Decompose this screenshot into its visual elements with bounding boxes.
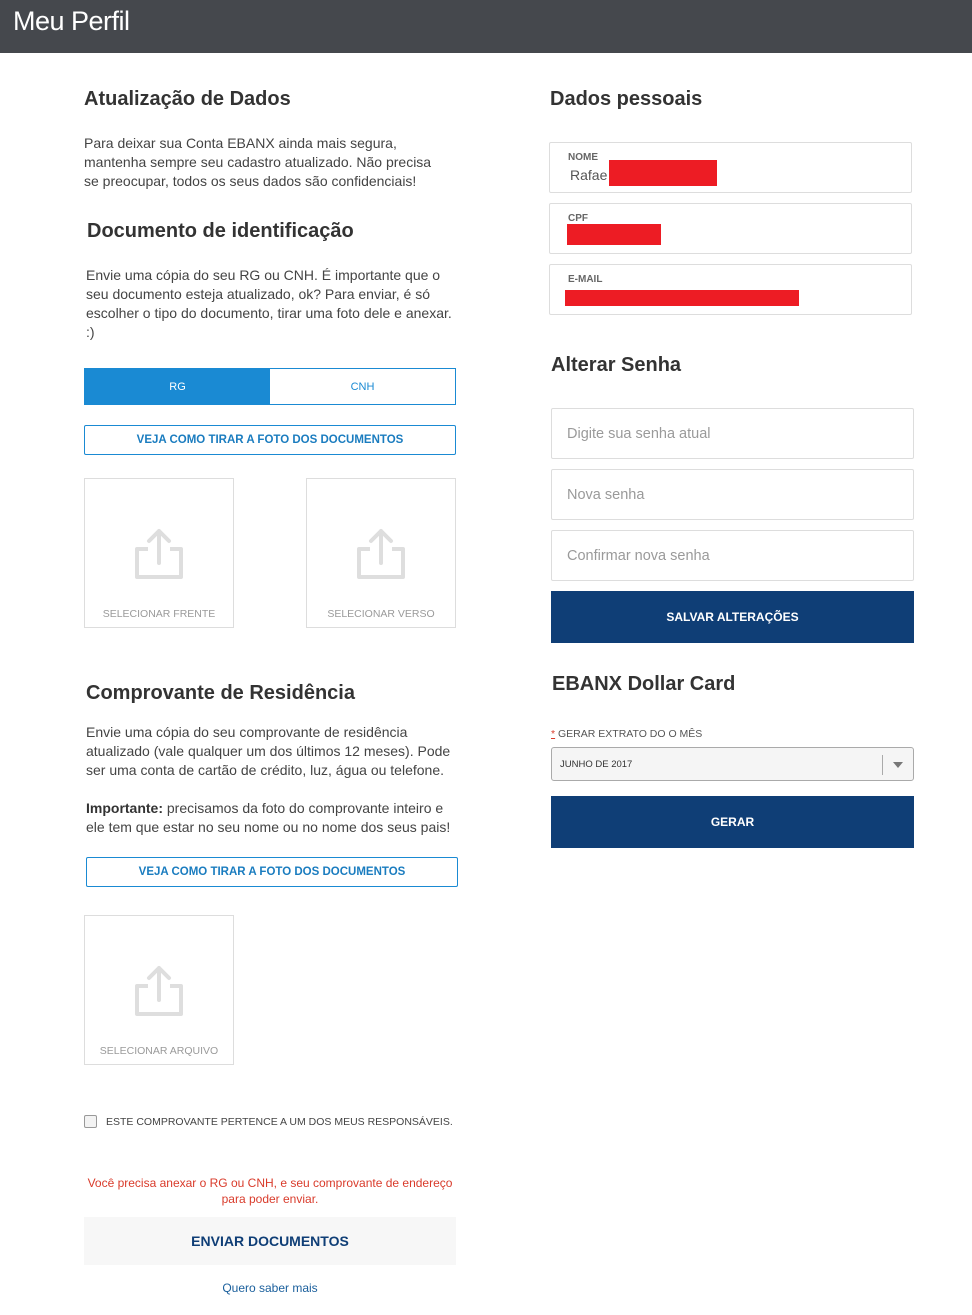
email-label: E-MAIL	[568, 274, 603, 285]
name-value: Rafae	[570, 167, 608, 183]
required-mark: *	[551, 728, 556, 740]
cpf-label: CPF	[568, 213, 588, 224]
guardian-checkbox[interactable]	[84, 1115, 97, 1128]
update-section-title: Atualização de Dados	[84, 88, 291, 110]
page-title: Meu Perfil	[13, 6, 130, 36]
id-document-title: Documento de identificação	[87, 220, 354, 242]
upload-residence-box[interactable]	[84, 915, 234, 1065]
redaction-box	[609, 160, 717, 186]
upload-back-label: SELECIONAR VERSO	[327, 608, 435, 620]
upload-front-label: SELECIONAR FRENTE	[102, 608, 216, 620]
redaction-box	[565, 290, 799, 306]
name-field	[549, 142, 912, 193]
confirm-password-input[interactable]	[551, 530, 914, 581]
generate-button[interactable]: GERAR	[551, 796, 914, 848]
upload-residence-label: SELECIONAR ARQUIVO	[99, 1045, 219, 1057]
email-field	[549, 264, 912, 315]
statement-month-label	[551, 728, 702, 740]
learn-more-link[interactable]: Quero saber mais	[222, 1281, 318, 1295]
important-label: Importante:	[86, 800, 163, 816]
change-password-title: Alterar Senha	[551, 354, 682, 376]
selected-month: JUNHO DE 2017	[560, 759, 633, 770]
residence-description: Envie uma cópia do seu comprovante de residência atualizado (vale qualquer um dos últimos 12 meses). Pode ser uma conta de cartão de crédito, luz, água ou telefone.	[86, 724, 451, 778]
how-to-photo-button[interactable]: VEJA COMO TIRAR A FOTO DOS DOCUMENTOS	[84, 425, 456, 455]
residence-title: Comprovante de Residência	[86, 682, 355, 704]
tab-rg[interactable]: RG	[85, 369, 270, 404]
upload-icon	[354, 527, 408, 581]
cpf-field	[549, 203, 912, 254]
id-document-description: Envie uma cópia do seu RG ou CNH. É importante que o seu documento esteja atualizado, ok? Para enviar, é só escolher o tipo do documento, tirar uma foto dele e anexar. :)	[86, 267, 452, 340]
redaction-box	[567, 224, 661, 245]
select-divider	[882, 755, 883, 775]
name-label: NOME	[568, 152, 598, 163]
missing-documents-warning: Você precisa anexar o RG ou CNH, e seu comprovante de endereço para poder enviar.	[87, 1176, 453, 1206]
chevron-down-icon	[893, 762, 903, 768]
upload-icon	[132, 527, 186, 581]
new-password-input[interactable]	[551, 469, 914, 520]
tab-cnh[interactable]: CNH	[350, 380, 375, 393]
dollar-card-title: EBANX Dollar Card	[552, 673, 736, 695]
save-changes-button[interactable]: SALVAR ALTERAÇÕES	[551, 591, 914, 643]
statement-month-label-text: GERAR EXTRATO DO O MÊS	[555, 728, 703, 740]
residence-important-note	[86, 799, 464, 837]
personal-data-title: Dados pessoais	[550, 88, 703, 110]
current-password-input[interactable]	[551, 408, 914, 459]
send-documents-button[interactable]: ENVIAR DOCUMENTOS	[84, 1217, 456, 1265]
top-bar	[0, 0, 972, 53]
upload-front-box[interactable]	[84, 478, 234, 628]
statement-month-select[interactable]	[551, 747, 914, 781]
document-type-toggle	[84, 368, 456, 405]
update-description: Para deixar sua Conta EBANX ainda mais segura, mantenha sempre seu cadastro atualizado. Não precisa se preocupar, todos os seus dados são confidenciais!	[84, 135, 432, 189]
guardian-checkbox-label: ESTE COMPROVANTE PERTENCE A UM DOS MEUS RESPONSÁVEIS.	[106, 1116, 453, 1128]
upload-icon	[132, 964, 186, 1018]
upload-back-box[interactable]	[306, 478, 456, 628]
important-text: precisamos da foto do comprovante inteiro e ele tem que estar no seu nome ou no nome dos seus pais!	[86, 800, 451, 835]
how-to-photo-residence-button[interactable]: VEJA COMO TIRAR A FOTO DOS DOCUMENTOS	[86, 857, 458, 887]
